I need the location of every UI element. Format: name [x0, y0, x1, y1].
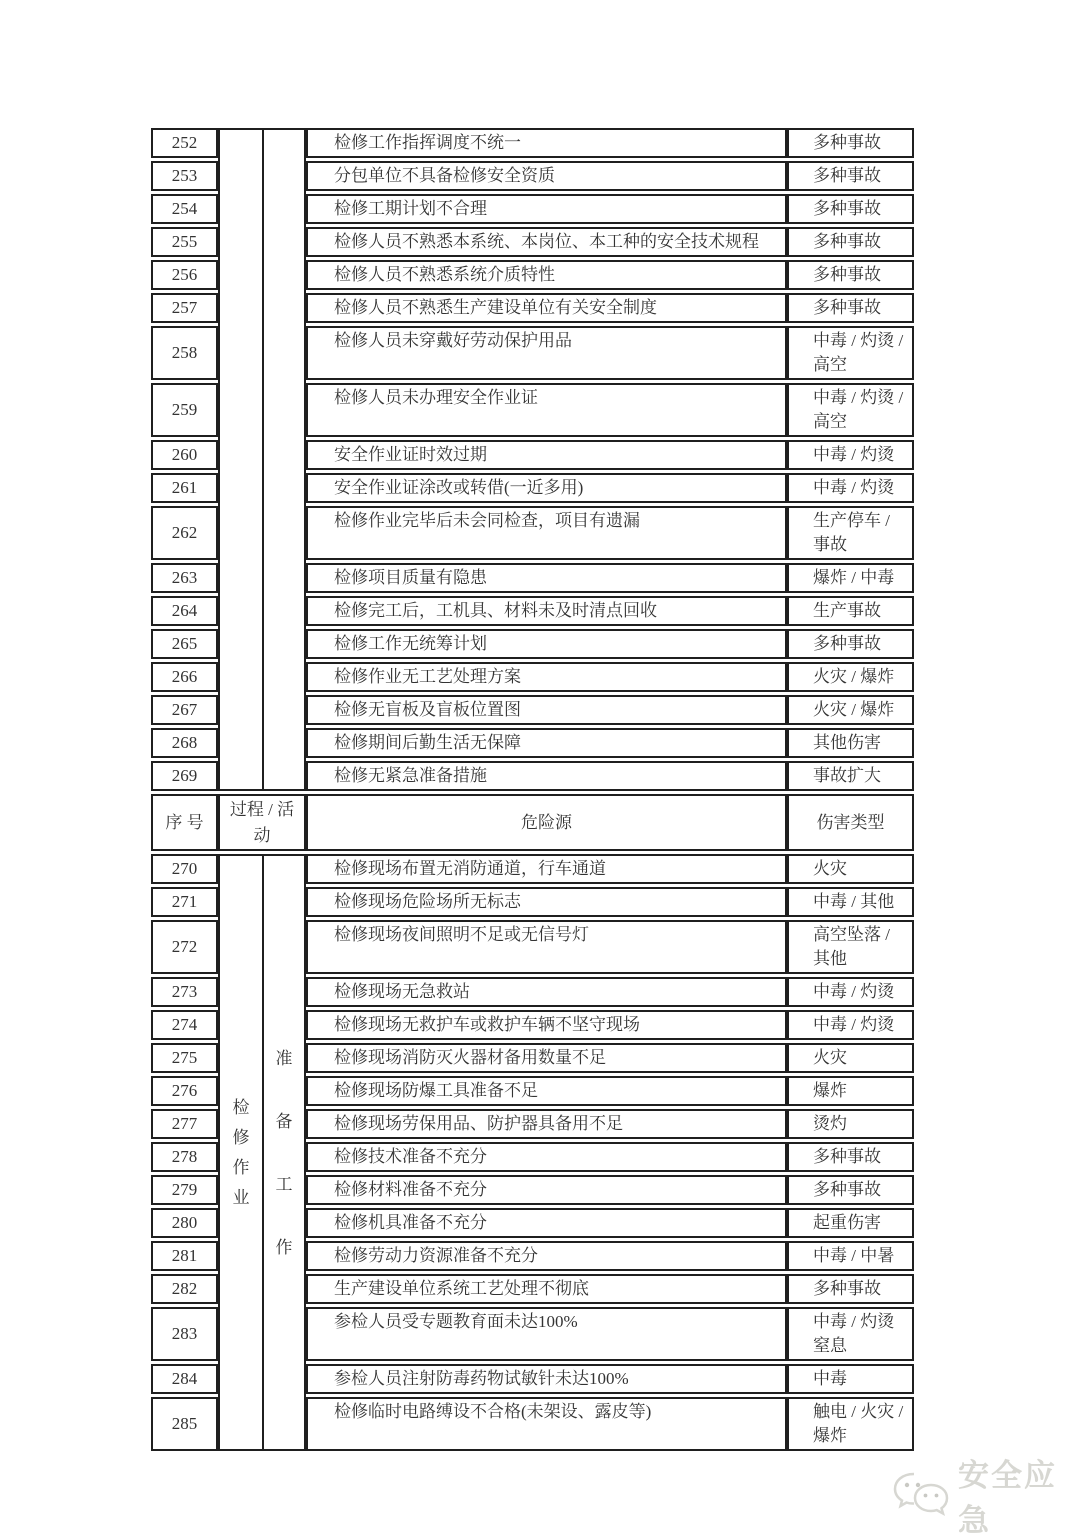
row-number-cell: 256: [151, 260, 218, 290]
hazard-text: 检修现场劳保用品、防护器具备用不足: [334, 1114, 623, 1133]
process-label-vertical: 检修作业: [232, 1097, 250, 1207]
injury-cell: [787, 1043, 914, 1073]
process-column-spacer: [218, 1010, 306, 1040]
table-row: [151, 695, 914, 725]
table-row: [151, 563, 914, 593]
table-row: [151, 506, 914, 560]
hazard-text: 检修工期计划不合理: [334, 199, 487, 218]
hazard-cell: [306, 293, 787, 323]
process-column-spacer: [218, 977, 306, 1007]
row-number-cell: 270: [151, 854, 218, 884]
table-row: [151, 761, 914, 791]
injury-cell: [787, 1076, 914, 1106]
row-number-cell: 258: [151, 326, 218, 380]
injury-cell: [787, 506, 914, 560]
injury-text: 中毒 / 中暑: [813, 1246, 895, 1265]
table-row: [151, 1241, 914, 1271]
injury-cell: [787, 662, 914, 692]
hazard-cell: [306, 227, 787, 257]
injury-cell: [787, 194, 914, 224]
row-number-cell: 277: [151, 1109, 218, 1139]
hazard-cell: [306, 1175, 787, 1205]
table-row: [151, 1076, 914, 1106]
row-number-cell: 262: [151, 506, 218, 560]
hazard-text: 检修期间后勤生活无保障: [334, 733, 521, 752]
hazard-cell: [306, 1142, 787, 1172]
process-column-spacer: [218, 695, 306, 725]
injury-cell: [787, 761, 914, 791]
process-column-spacer: [218, 1241, 306, 1271]
process-column-spacer: [218, 1364, 306, 1394]
injury-text: 中毒: [813, 1369, 847, 1388]
table-row: [151, 1109, 914, 1139]
process-column-spacer: [218, 161, 306, 191]
injury-cell: [787, 1010, 914, 1040]
row-number-cell: 285: [151, 1397, 218, 1451]
hazard-cell: [306, 977, 787, 1007]
table-row: [151, 227, 914, 257]
row-number-cell: 275: [151, 1043, 218, 1073]
hazard-cell: [306, 662, 787, 692]
injury-text: 中毒 / 灼烫: [813, 982, 895, 1001]
injury-text: 多种事故: [813, 133, 881, 152]
hazard-text: 检修完工后，工机具、材料未及时清点回收: [334, 601, 657, 620]
hazard-text: 检修机具准备不充分: [334, 1213, 487, 1232]
injury-text: 多种事故: [813, 199, 881, 218]
hazard-cell: [306, 161, 787, 191]
process-column-spacer: [218, 1109, 306, 1139]
injury-cell: [787, 1397, 914, 1451]
hazard-cell: [306, 1241, 787, 1271]
hazard-text: 安全作业证涂改或转借(一近多用): [334, 478, 584, 497]
process-column-spacer: [218, 227, 306, 257]
injury-text: 中毒 / 灼烫 / 高空: [813, 331, 904, 374]
hazard-cell: [306, 1109, 787, 1139]
injury-cell: [787, 227, 914, 257]
injury-text: 中毒 / 其他: [813, 892, 895, 911]
table-row: [151, 920, 914, 974]
injury-cell: [787, 1175, 914, 1205]
hazard-text: 检修现场无急救站: [334, 982, 470, 1001]
process-column-spacer: [218, 128, 306, 158]
row-number-cell: 264: [151, 596, 218, 626]
table-row: [151, 194, 914, 224]
table-row: [151, 662, 914, 692]
injury-cell: [787, 920, 914, 974]
hazard-text: 检修现场防爆工具准备不足: [334, 1081, 538, 1100]
hazard-text: 检修劳动力资源准备不充分: [334, 1246, 538, 1265]
hazard-text: 检修无紧急准备措施: [334, 766, 487, 785]
hazard-cell: [306, 1307, 787, 1361]
injury-text: 烫灼: [813, 1114, 847, 1133]
injury-text: 爆炸 / 中毒: [813, 568, 895, 587]
hazard-text: 检修工作无统筹计划: [334, 634, 487, 653]
table-row: [151, 260, 914, 290]
injury-cell: [787, 1208, 914, 1238]
table-row: [151, 1364, 914, 1394]
process-column-spacer: [218, 1307, 306, 1361]
table-row: [151, 161, 914, 191]
hazard-text: 检修无盲板及盲板位置图: [334, 700, 521, 719]
table-row: [151, 1010, 914, 1040]
process-column-spacer: [218, 629, 306, 659]
table-row: [151, 1175, 914, 1205]
hazard-cell: [306, 440, 787, 470]
table-row: [151, 887, 914, 917]
table-row: [151, 473, 914, 503]
table-header-row: [151, 794, 914, 851]
process-column-spacer: [218, 440, 306, 470]
hazard-text: 检修现场危险场所无标志: [334, 892, 521, 911]
row-number-cell: 269: [151, 761, 218, 791]
table-row: [151, 440, 914, 470]
table-section-bottom: [151, 854, 914, 1451]
row-number-cell: 272: [151, 920, 218, 974]
hazard-cell: [306, 326, 787, 380]
injury-text: 中毒 / 灼烫 / 高空: [813, 388, 904, 431]
table-row: [151, 854, 914, 884]
hazard-cell: [306, 128, 787, 158]
injury-cell: [787, 695, 914, 725]
process-column-spacer: [218, 506, 306, 560]
hazard-text: 检修现场消防灭火器材备用数量不足: [334, 1048, 606, 1067]
hazard-cell: [306, 695, 787, 725]
injury-text: 事故扩大: [813, 766, 881, 785]
row-number-cell: 261: [151, 473, 218, 503]
process-column-spacer: [218, 920, 306, 974]
process-column-spacer: [218, 1175, 306, 1205]
injury-cell: [787, 326, 914, 380]
row-number-cell: 263: [151, 563, 218, 593]
hazard-cell: [306, 260, 787, 290]
row-number-cell: 271: [151, 887, 218, 917]
hazard-cell: [306, 761, 787, 791]
row-number-cell: 276: [151, 1076, 218, 1106]
table-row: [151, 596, 914, 626]
process-column-spacer: [218, 728, 306, 758]
injury-text: 多种事故: [813, 265, 881, 284]
injury-cell: [787, 629, 914, 659]
row-number-cell: 259: [151, 383, 218, 437]
injury-text: 中毒 / 灼烫: [813, 445, 895, 464]
table-row: [151, 1307, 914, 1361]
hazard-cell: [306, 194, 787, 224]
table-row: [151, 1397, 914, 1451]
hazard-cell: [306, 473, 787, 503]
hazard-text: 检修作业无工艺处理方案: [334, 667, 521, 686]
row-number-cell: 255: [151, 227, 218, 257]
process-column-spacer: [218, 1397, 306, 1451]
table-row: [151, 1043, 914, 1073]
injury-cell: [787, 1274, 914, 1304]
injury-text: 中毒 / 灼烫: [813, 1015, 895, 1034]
hazard-cell: [306, 383, 787, 437]
row-number-cell: 266: [151, 662, 218, 692]
injury-text: 火灾: [813, 859, 847, 878]
process-column-spacer: [218, 1274, 306, 1304]
injury-cell: [787, 563, 914, 593]
hazard-text: 检修现场无救护车或救护车辆不坚守现场: [334, 1015, 640, 1034]
injury-text: 多种事故: [813, 1147, 881, 1166]
row-number-cell: 267: [151, 695, 218, 725]
hazard-text: 参检人员受专题教育面未达100%: [334, 1312, 578, 1331]
injury-cell: [787, 977, 914, 1007]
injury-cell: [787, 473, 914, 503]
process-column-spacer: [218, 293, 306, 323]
table-row: [151, 383, 914, 437]
process-column-spacer: [218, 1208, 306, 1238]
injury-cell: [787, 1109, 914, 1139]
injury-text: 多种事故: [813, 1180, 881, 1199]
process-column-spacer: [218, 761, 306, 791]
injury-cell: [787, 293, 914, 323]
injury-cell: [787, 383, 914, 437]
table-row: [151, 1274, 914, 1304]
hazard-text: 检修现场布置无消防通道，行车通道: [334, 859, 606, 878]
process-column-spacer: [218, 854, 306, 884]
hazard-source-table: [151, 128, 914, 1454]
injury-text: 生产停车 / 事故: [813, 511, 890, 554]
hazard-cell: [306, 1076, 787, 1106]
injury-cell: [787, 1241, 914, 1271]
injury-cell: [787, 1364, 914, 1394]
process-column-spacer: [218, 563, 306, 593]
hazard-text: 检修人员未办理安全作业证: [334, 388, 538, 407]
table-row: [151, 326, 914, 380]
watermark-text: 安全应急: [958, 1458, 1057, 1538]
injury-text: 中毒 / 灼烫: [813, 478, 895, 497]
injury-cell: [787, 161, 914, 191]
table-row: [151, 128, 914, 158]
injury-cell: [787, 1307, 914, 1361]
process-column-spacer: [218, 326, 306, 380]
table-row: [151, 977, 914, 1007]
wechat-logo-icon: [892, 1471, 950, 1519]
row-number-cell: 254: [151, 194, 218, 224]
hazard-cell: [306, 1397, 787, 1451]
hazard-text: 检修材料准备不充分: [334, 1180, 487, 1199]
table-section-top: [151, 128, 914, 791]
injury-cell: [787, 596, 914, 626]
header-cell-no: 序 号: [151, 794, 218, 851]
top-rows-container: [151, 128, 914, 791]
row-number-cell: 273: [151, 977, 218, 1007]
hazard-text: 分包单位不具备检修安全资质: [334, 166, 555, 185]
injury-cell: [787, 887, 914, 917]
hazard-cell: [306, 920, 787, 974]
header-cell-process: 过程 / 活动: [218, 794, 306, 851]
hazard-cell: [306, 1010, 787, 1040]
header-cell-injury: 伤害类型: [787, 794, 914, 851]
row-number-cell: 279: [151, 1175, 218, 1205]
table-row: [151, 728, 914, 758]
injury-text: 高空坠落 / 其他: [813, 925, 890, 968]
hazard-text: 参检人员注射防毒药物试敏针未达100%: [334, 1369, 629, 1388]
injury-text: 火灾 / 爆炸: [813, 700, 895, 719]
hazard-text: 检修人员不熟悉生产建设单位有关安全制度: [334, 298, 657, 317]
injury-text: 多种事故: [813, 166, 881, 185]
row-number-cell: 260: [151, 440, 218, 470]
injury-cell: [787, 854, 914, 884]
injury-cell: [787, 440, 914, 470]
injury-text: 起重伤害: [813, 1213, 881, 1232]
hazard-text: 生产建设单位系统工艺处理不彻底: [334, 1279, 589, 1298]
process-column-spacer: [218, 473, 306, 503]
row-number-cell: 257: [151, 293, 218, 323]
hazard-cell: [306, 629, 787, 659]
injury-text: 火灾: [813, 1048, 847, 1067]
hazard-text: 检修项目质量有隐患: [334, 568, 487, 587]
row-number-cell: 283: [151, 1307, 218, 1361]
hazard-cell: [306, 1043, 787, 1073]
hazard-cell: [306, 887, 787, 917]
process-column-spacer: [218, 1043, 306, 1073]
row-number-cell: 280: [151, 1208, 218, 1238]
injury-text: 火灾 / 爆炸: [813, 667, 895, 686]
injury-text: 生产事故: [813, 601, 881, 620]
injury-text: 多种事故: [813, 1279, 881, 1298]
row-number-cell: 281: [151, 1241, 218, 1271]
injury-text: 中毒 / 灼烫窒息: [813, 1312, 895, 1355]
injury-text: 爆炸: [813, 1081, 847, 1100]
header-cell-hazard: 危险源: [306, 794, 787, 851]
table-row: [151, 1142, 914, 1172]
hazard-text: 检修工作指挥调度不统一: [334, 133, 521, 152]
hazard-text: 检修临时电路缚设不合格(未架设、露皮等): [334, 1402, 652, 1421]
table-row: [151, 1208, 914, 1238]
table-row: [151, 629, 914, 659]
hazard-text: 检修技术准备不充分: [334, 1147, 487, 1166]
row-number-cell: 268: [151, 728, 218, 758]
injury-text: 多种事故: [813, 232, 881, 251]
hazard-text: 检修人员不熟悉本系统、本岗位、本工种的安全技术规程: [334, 232, 759, 251]
process-column-spacer: [218, 1076, 306, 1106]
hazard-cell: [306, 506, 787, 560]
hazard-text: 安全作业证时效过期: [334, 445, 487, 464]
hazard-cell: [306, 728, 787, 758]
hazard-cell: [306, 596, 787, 626]
row-number-cell: 252: [151, 128, 218, 158]
injury-text: 多种事故: [813, 298, 881, 317]
process-column-spacer: [218, 383, 306, 437]
hazard-text: 检修作业完毕后未会同检查，项目有遗漏: [334, 511, 640, 530]
process-column-spacer: [218, 887, 306, 917]
hazard-cell: [306, 563, 787, 593]
row-number-cell: 284: [151, 1364, 218, 1394]
row-number-cell: 282: [151, 1274, 218, 1304]
row-number-cell: 253: [151, 161, 218, 191]
row-number-cell: 274: [151, 1010, 218, 1040]
row-number-cell: 278: [151, 1142, 218, 1172]
hazard-cell: [306, 1364, 787, 1394]
hazard-text: 检修现场夜间照明不足或无信号灯: [334, 925, 589, 944]
hazard-cell: [306, 1208, 787, 1238]
injury-text: 其他伤害: [813, 733, 881, 752]
process-column-spacer: [218, 596, 306, 626]
injury-cell: [787, 1142, 914, 1172]
injury-text: 触电 / 火灾 / 爆炸: [813, 1402, 904, 1445]
injury-cell: [787, 128, 914, 158]
hazard-cell: [306, 1274, 787, 1304]
row-number-cell: 265: [151, 629, 218, 659]
injury-cell: [787, 260, 914, 290]
hazard-cell: [306, 854, 787, 884]
injury-cell: [787, 728, 914, 758]
hazard-text: 检修人员不熟悉系统介质特性: [334, 265, 555, 284]
process-column-spacer: [218, 194, 306, 224]
process-column-spacer: [218, 662, 306, 692]
process-label-vertical: 准备工作: [275, 1048, 293, 1257]
injury-text: 多种事故: [813, 634, 881, 653]
hazard-text: 检修人员未穿戴好劳动保护用品: [334, 331, 572, 350]
process-column-spacer: [218, 260, 306, 290]
process-column-spacer: [218, 1142, 306, 1172]
table-row: [151, 293, 914, 323]
